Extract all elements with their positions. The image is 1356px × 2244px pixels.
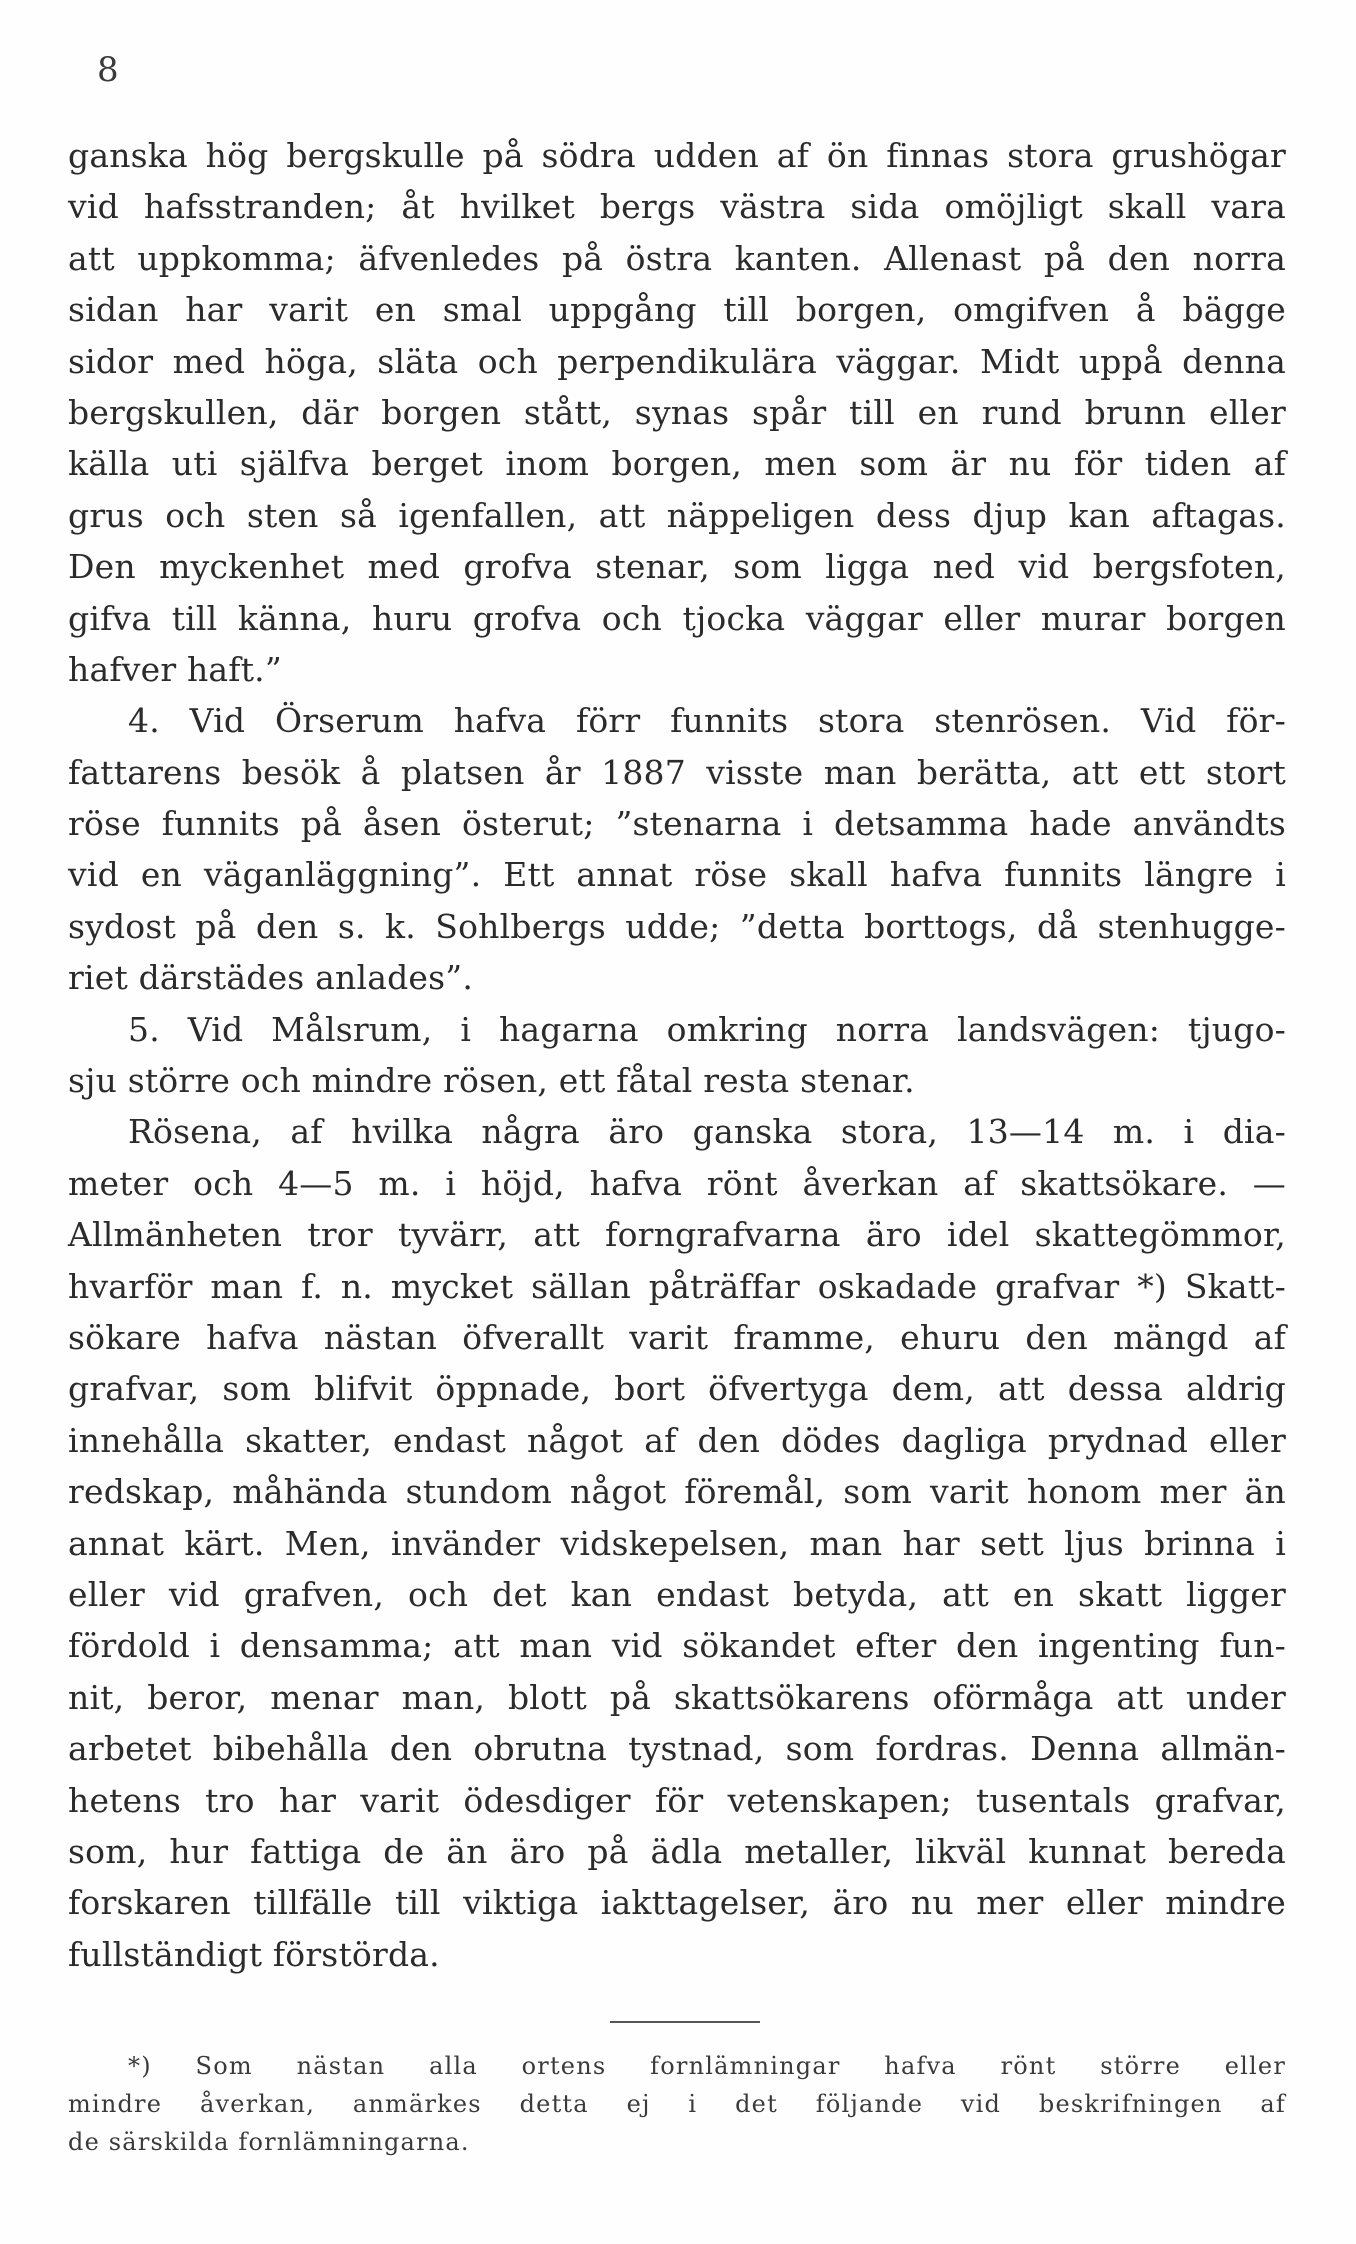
text-line: sidor med höga, släta och perpendikulära väggar. Midt uppå denna: [68, 341, 1286, 381]
text-line: nit, beror, menar man, blott på skattsökarens oförmåga att under: [68, 1677, 1286, 1717]
text-line: vid en väganläggning”. Ett annat röse skall hafva funnits längre i: [68, 855, 1286, 895]
text-line: hafver haft.”: [68, 649, 282, 689]
text-line: 5. Vid Målsrum, i hagarna omkring norra landsvägen: tjugo-: [128, 1009, 1286, 1049]
text-line: gifva till känna, huru grofva och tjocka väggar eller murar borgen: [68, 598, 1286, 638]
footnote-line: mindre åverkan, anmärkes detta ej i det följande vid beskrifningen af: [68, 2090, 1286, 2118]
text-line: fördold i densamma; att man vid sökandet efter den ingenting fun-: [68, 1626, 1286, 1666]
text-line: arbetet bibehålla den obrutna tystnad, som fordras. Denna allmän-: [68, 1729, 1286, 1769]
page-number: 8: [97, 50, 119, 90]
text-line: bergskullen, där borgen stått, synas spår till en rund brunn eller: [68, 392, 1286, 432]
text-line: hetens tro har varit ödesdiger för vetenskapen; tusentals grafvar,: [68, 1780, 1286, 1820]
text-line: att uppkomma; äfvenledes på östra kanten. Allenast på den norra: [68, 238, 1286, 278]
text-line: grafvar, som blifvit öppnade, bort öfvertyga dem, att dessa aldrig: [68, 1369, 1286, 1409]
text-line: sju större och mindre rösen, ett fåtal resta stenar.: [68, 1061, 915, 1101]
text-line: hvarför man f. n. mycket sällan påträffar oskadade grafvar *) Skatt-: [68, 1266, 1286, 1306]
text-line: vid hafsstranden; åt hvilket bergs västra sida omöjligt skall vara: [68, 187, 1286, 227]
footnote-line: de särskilda fornlämningarna.: [68, 2128, 470, 2156]
text-line: Rösena, af hvilka några äro ganska stora, 13—14 m. i dia-: [128, 1112, 1286, 1152]
text-line: riet därstädes anlades”.: [68, 958, 474, 998]
text-line: källa uti själfva berget inom borgen, men som är nu för tiden af: [68, 444, 1286, 484]
text-line: ganska hög bergskulle på södra udden af ön finnas stora grushögar: [68, 136, 1286, 175]
text-line: innehålla skatter, endast något af den dödes dagliga prydnad eller: [68, 1420, 1286, 1460]
text-line: Allmänheten tror tyvärr, att forngrafvarna äro idel skattegömmor,: [68, 1215, 1286, 1255]
text-line: grus och sten så igenfallen, att näppeligen dess djup kan aftagas.: [68, 495, 1286, 535]
text-line: forskaren tillfälle till viktiga iakttagelser, äro nu mer eller mindre: [68, 1883, 1286, 1923]
footnote-divider: [610, 2021, 760, 2023]
text-line: annat kärt. Men, invänder vidskepelsen, man har sett ljus brinna i: [68, 1523, 1286, 1563]
text-line: fullständigt förstörda.: [68, 1934, 440, 1974]
text-line: sydost på den s. k. Sohlbergs udde; ”detta borttogs, då stenhugge-: [68, 906, 1286, 946]
text-line: 4. Vid Örserum hafva förr funnits stora stenrösen. Vid för-: [128, 701, 1286, 741]
text-line: sidan har varit en smal uppgång till borgen, omgifven å bägge: [68, 290, 1286, 330]
text-line: meter och 4—5 m. i höjd, hafva rönt åverkan af skattsökare. —: [68, 1163, 1286, 1203]
text-line: eller vid grafven, och det kan endast betyda, att en skatt ligger: [68, 1574, 1286, 1614]
text-line: Den myckenhet med grofva stenar, som ligga ned vid bergsfoten,: [68, 547, 1286, 587]
text-line: som, hur fattiga de än äro på ädla metaller, likväl kunnat bereda: [68, 1831, 1286, 1871]
text-line: sökare hafva nästan öfverallt varit framme, ehuru den mängd af: [68, 1317, 1286, 1357]
body-text: [68, 130, 1286, 1980]
footnote: [68, 2047, 1286, 2161]
text-line: redskap, måhända stundom något föremål, som varit honom mer än: [68, 1472, 1286, 1512]
footnote-line: *) Som nästan alla ortens fornlämningar hafva rönt större eller: [128, 2052, 1286, 2080]
text-line: fattarens besök å platsen år 1887 visste man berätta, att ett stort: [68, 752, 1286, 792]
text-line: röse funnits på åsen österut; ”stenarna i detsamma hade användts: [68, 804, 1286, 844]
